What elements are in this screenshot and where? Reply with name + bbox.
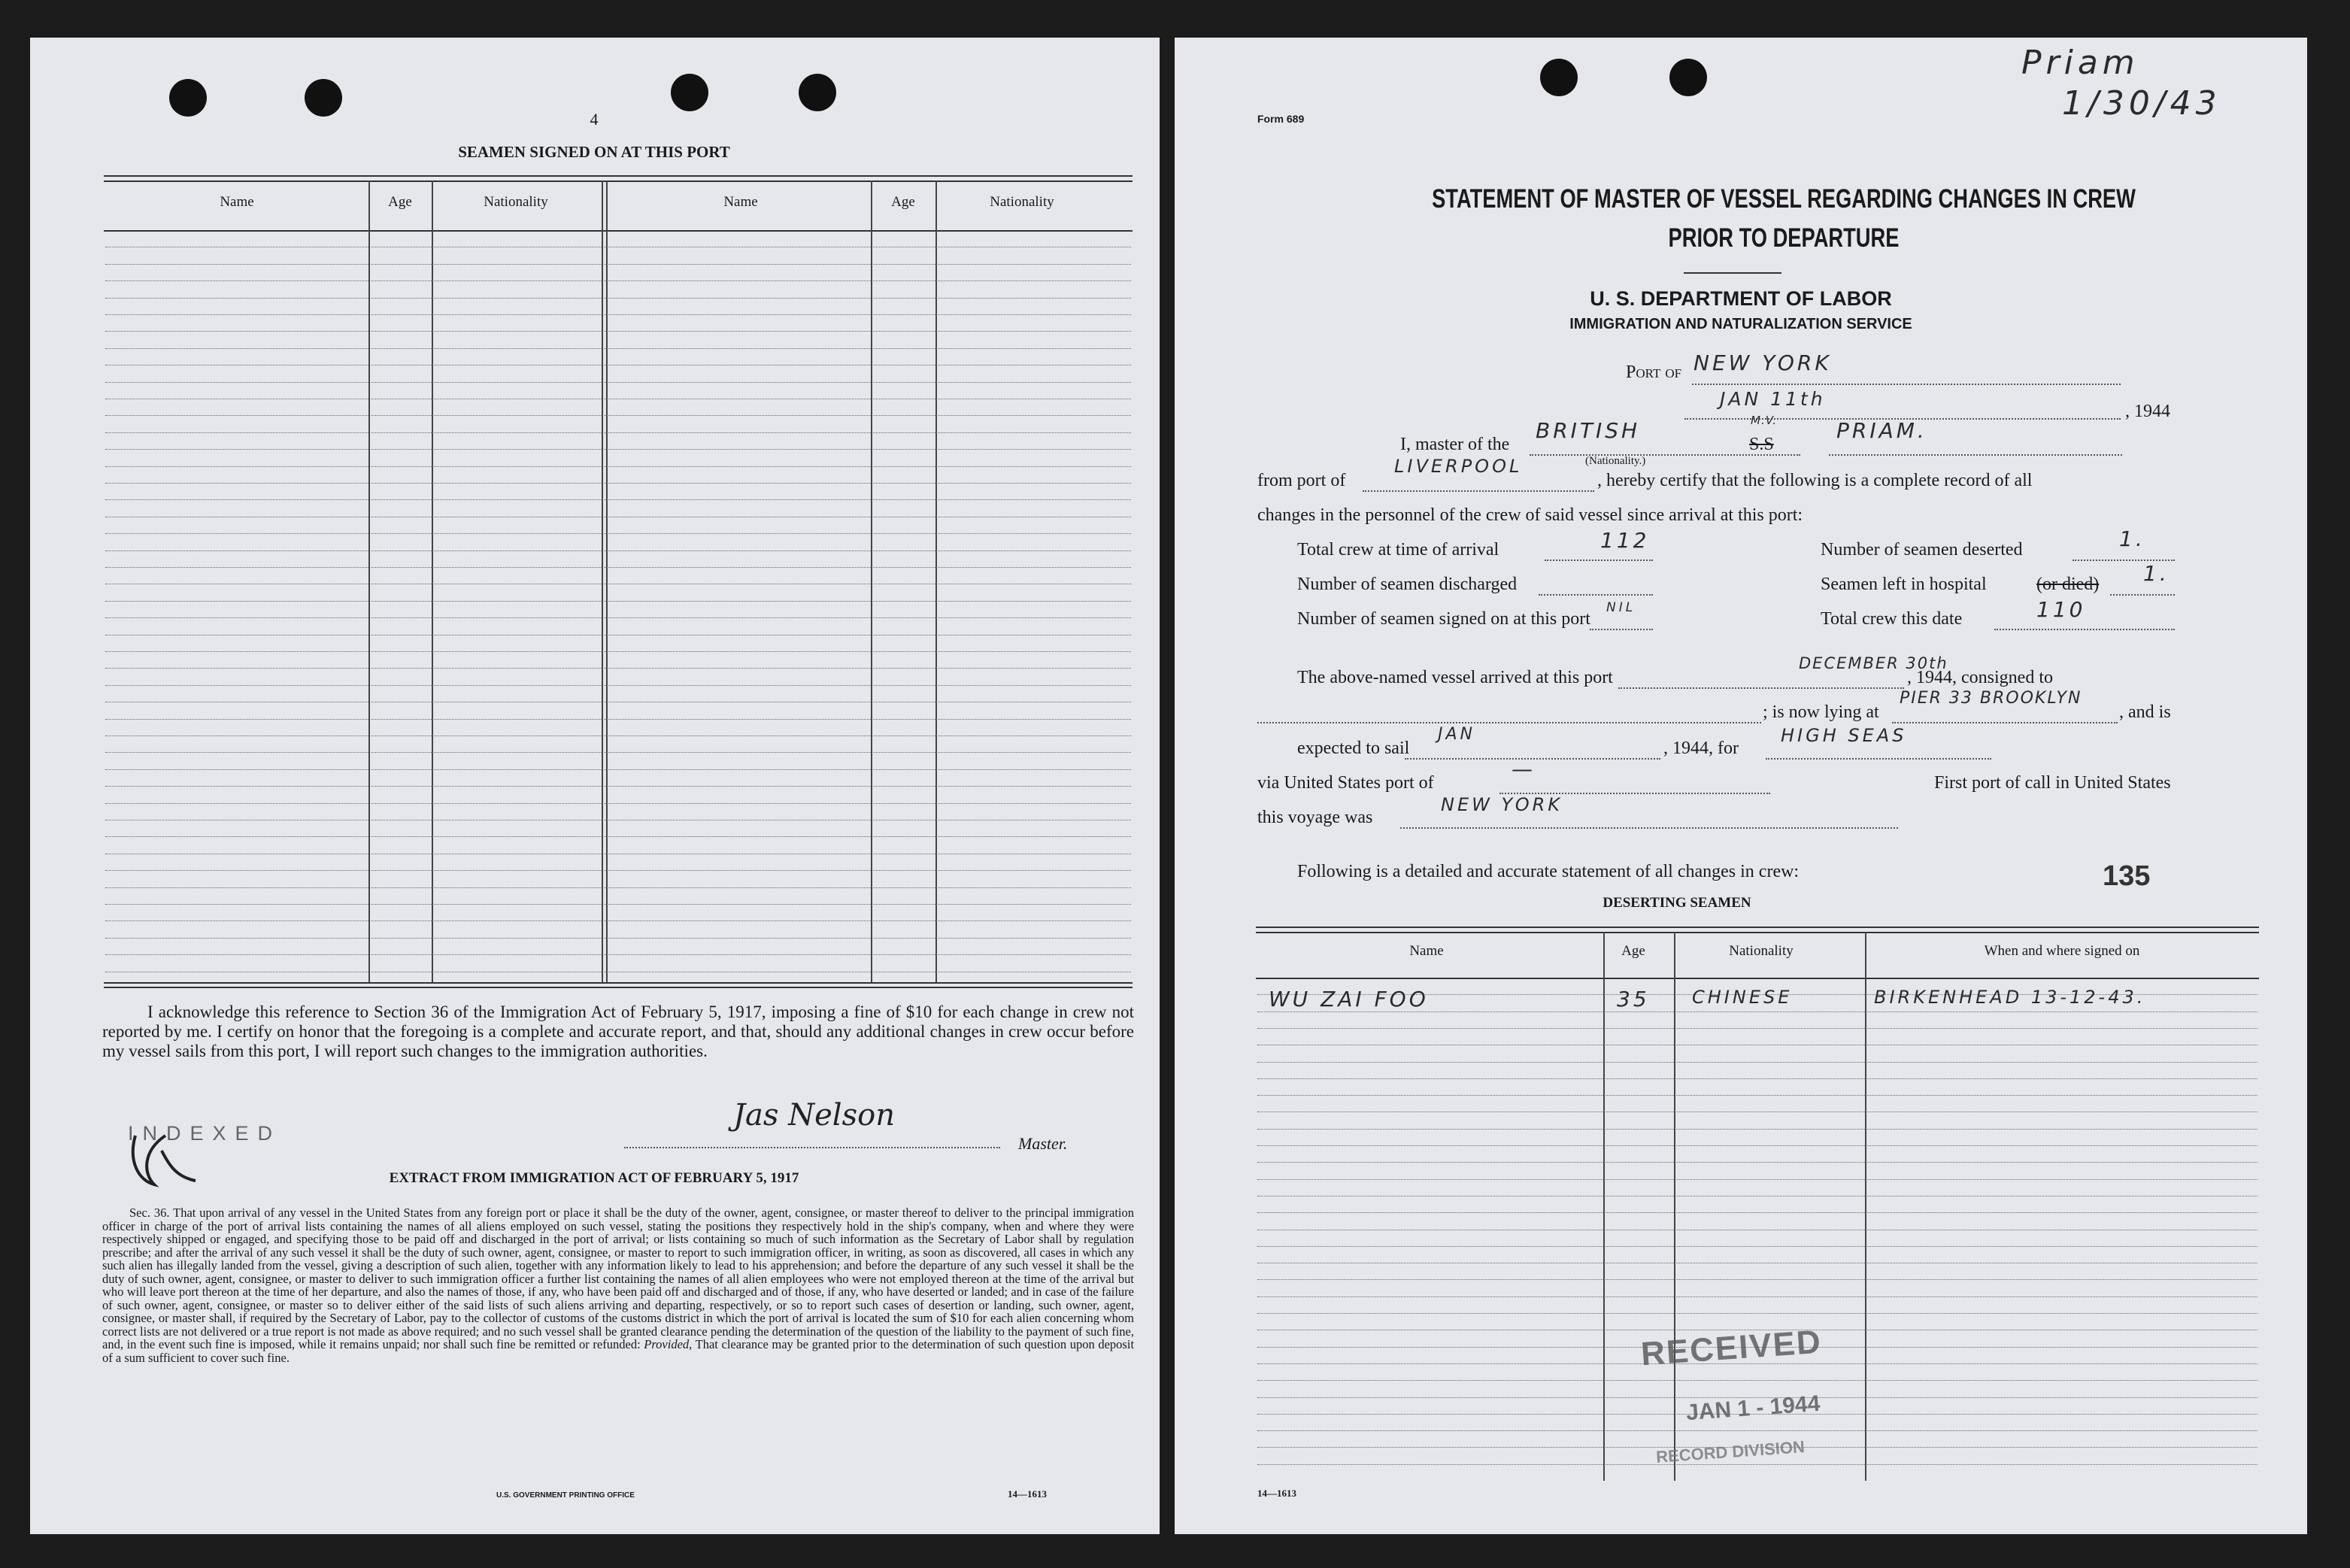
corner-note: Priam	[2021, 44, 2139, 82]
table-row-rule	[1257, 1028, 2258, 1029]
for-value: HIGH SEAS	[1781, 725, 1907, 746]
column-divider	[871, 180, 872, 982]
expected-label: expected to sail	[1297, 739, 1410, 758]
hospital-value: 1.	[2143, 561, 2170, 586]
arrived-line	[1618, 687, 1904, 689]
col-header-name: Name	[220, 194, 254, 210]
discharged-line	[1539, 594, 1653, 596]
table-row-rule	[105, 550, 1131, 551]
extract-title: EXTRACT FROM IMMIGRATION ACT OF FEBRUARY 5, 1917	[389, 1170, 799, 1186]
table-row-rule	[105, 601, 1131, 602]
table-top-rule	[104, 175, 1133, 177]
column-divider	[1603, 932, 1605, 1481]
table-row-rule	[105, 415, 1131, 416]
total-crew-arrival-value: 112	[1600, 528, 1650, 553]
col-header-name: Name	[1409, 943, 1444, 959]
expected-value: JAN	[1438, 725, 1475, 744]
table-top-rule	[104, 180, 1133, 182]
punch-hole	[799, 74, 836, 111]
total-crew-arrival-line	[1545, 560, 1653, 561]
received-date: JAN 1 - 1944	[1685, 1391, 1821, 1426]
left-page	[30, 38, 1160, 1534]
table-row-rule	[1257, 1145, 2258, 1146]
lying-value: PIER 33 BROOKLYN	[1900, 689, 2082, 708]
table-row-rule	[105, 870, 1131, 871]
arrived-label: The above-named vessel arrived at this port	[1297, 668, 1613, 687]
table-bottom-rule	[104, 982, 1133, 984]
punch-hole	[671, 74, 708, 111]
col-header-nationality: Nationality	[1729, 943, 1794, 959]
printer-imprint: U.S. GOVERNMENT PRINTING OFFICE	[496, 1491, 635, 1500]
port-value: NEW YORK	[1694, 350, 1832, 375]
deserter-name: WU ZAI FOO	[1269, 987, 1429, 1011]
table-row-rule	[105, 920, 1131, 921]
total-crew-date-line	[1994, 629, 2175, 630]
hospital-line	[2110, 594, 2175, 596]
form-title: STATEMENT OF MASTER OF VESSEL REGARDING CHANGES IN CREW	[1432, 184, 2136, 214]
column-divider	[432, 180, 433, 982]
table-row-rule	[105, 938, 1131, 939]
hospital-label: Seamen left in hospital	[1821, 575, 1987, 594]
signature-line	[624, 1147, 1000, 1148]
table-row-rule	[105, 904, 1131, 905]
page-stamp-number: 135	[2103, 860, 2151, 892]
vessel-name-line	[1829, 454, 2122, 456]
signed-on-label: Number of seamen signed on at this port	[1297, 609, 1590, 629]
table-row-rule	[105, 836, 1131, 837]
col-header-nationality: Nationality	[990, 194, 1054, 210]
nationality-caption: (Nationality.)	[1585, 455, 1646, 467]
col-header-age: Age	[1621, 943, 1645, 959]
table-row-rule	[1257, 1464, 2258, 1465]
voyage-value: NEW YORK	[1441, 794, 1563, 815]
date-value: JAN 11th	[1720, 388, 1826, 410]
table-row-rule	[105, 786, 1131, 787]
received-division: RECORD DIVISION	[1655, 1437, 1806, 1466]
signed-on-line	[1590, 629, 1653, 630]
deserter-signed-on: BIRKENHEAD 13-12-43.	[1874, 987, 2146, 1008]
table-row-rule	[105, 887, 1131, 888]
table-row-rule	[105, 719, 1131, 720]
right-page	[1175, 38, 2307, 1534]
deserting-title: DESERTING SEAMEN	[1603, 895, 1751, 911]
table-row-rule	[1257, 1179, 2258, 1180]
total-crew-date-label: Total crew this date	[1821, 609, 1963, 629]
changes-text: changes in the personnel of the crew of said vessel since arrival at this port:	[1257, 505, 1803, 525]
header-rule	[104, 230, 1133, 232]
table-top-rule	[1256, 932, 2259, 933]
table-row-rule	[1257, 1162, 2258, 1163]
via-value: —	[1512, 757, 1536, 781]
master-of-the-label: I, master of the	[1400, 435, 1510, 454]
vessel-name: PRIAM.	[1836, 418, 1927, 443]
certify-text: , hereby certify that the following is a complete record of all	[1597, 471, 2033, 490]
column-divider	[602, 180, 603, 982]
department: U. S. DEPARTMENT OF LABOR	[1590, 287, 1892, 310]
table-row-rule	[105, 298, 1131, 299]
section-title: SEAMEN SIGNED ON AT THIS PORT	[458, 143, 730, 161]
column-divider	[1674, 932, 1675, 1481]
header-rule	[1256, 978, 2259, 979]
deserter-nationality: CHINESE	[1692, 987, 1793, 1008]
following-text: Following is a detailed and accurate statement of all changes in crew:	[1297, 862, 1800, 881]
table-row-rule	[105, 769, 1131, 770]
column-divider	[606, 180, 608, 982]
vessel-type-handwritten: M.V.	[1751, 414, 1778, 427]
table-row-rule	[105, 685, 1131, 686]
table-row-rule	[105, 617, 1131, 618]
for-label: , 1944, for	[1663, 739, 1739, 758]
received-stamp: RECEIVED	[1639, 1323, 1824, 1373]
port-line	[1692, 384, 2121, 385]
table-row-rule	[105, 348, 1131, 349]
table-row-rule	[105, 483, 1131, 484]
table-row-rule	[1257, 1212, 2258, 1213]
total-crew-arrival-label: Total crew at time of arrival	[1297, 540, 1499, 560]
hospital-struck: (or died)	[2036, 575, 2100, 594]
table-row-rule	[105, 954, 1131, 955]
deserted-value: 1.	[2119, 526, 2145, 551]
first-port-label: First port of call in United States	[1934, 773, 2171, 793]
master-label: Master.	[1018, 1134, 1068, 1153]
master-signature: Jas Nelson	[733, 1098, 895, 1133]
voyage-line	[1400, 827, 1898, 829]
table-row-rule	[1257, 1095, 2258, 1096]
table-row-rule	[1257, 1380, 2258, 1381]
consigned-label: , 1944, consigned to	[1907, 668, 2053, 687]
table-row-rule	[105, 803, 1131, 804]
via-label: via United States port of	[1257, 773, 1434, 793]
form-code: 14—1613	[1257, 1488, 1296, 1499]
form-label: Form 689	[1257, 113, 1305, 125]
acknowledgment-text: I acknowledge this reference to Section 36 of the Immigration Act of February 5, 1917, imposing a fine of $10 for each change in crew not reported by me. I certify on honor that the foregoing is a complete and accurate report, and that, should any additional changes in crew occur before my vessel sails from this port, I will report such changes to the immigration authorities.	[102, 1002, 1134, 1060]
proviso-body: That clearance may be granted prior to the determination of such question upon deposit of a sum sufficient to cover such fine.	[102, 1337, 1135, 1365]
col-header-age: Age	[891, 194, 915, 210]
column-divider	[935, 180, 937, 982]
col-header-signed-on: When and where signed on	[1984, 943, 2140, 959]
table-row-rule	[1257, 1129, 2258, 1130]
page-number: 4	[590, 110, 599, 129]
section-label: Sec. 36.	[129, 1206, 170, 1220]
vessel-type-printed: S.S	[1749, 435, 1774, 454]
deserter-age: 35	[1617, 987, 1650, 1011]
voyage-label: this voyage was	[1257, 808, 1373, 827]
service: IMMIGRATION AND NATURALIZATION SERVICE	[1569, 316, 1912, 332]
table-bottom-rule	[104, 987, 1133, 988]
table-row-rule	[105, 264, 1131, 265]
total-crew-date-value: 110	[2036, 597, 2086, 622]
arrived-value: DECEMBER 30th	[1799, 654, 1948, 672]
table-row-rule	[1257, 1062, 2258, 1063]
table-row-rule	[105, 432, 1131, 433]
table-row-rule	[105, 735, 1131, 736]
table-row-rule	[1257, 1430, 2258, 1431]
table-row-rule	[1257, 1246, 2258, 1247]
table-row-rule	[105, 331, 1131, 332]
table-row-rule	[105, 567, 1131, 568]
section-body: That upon arrival of any vessel in the United States from any foreign port or place it shall be the duty of the owner, agent, consignee, or master thereof to deliver to the principal immigration officer in charge of the port of arrival lists containing the names of all aliens employed on such vessel, stating the positions they respectively hold in the ship's company, when and where they were respectively shipped or engaged, and specifying those to be paid off and discharged in the port of arrival; or lists containing so much of such information as the Secretary of Labor shall by regulation prescribe; and after the arrival of any such vessel it shall be the duty of such owner, agent, consignee, or master to report to such immigration officer, in writing, as soon as discovered, all cases in which any such alien has illegally landed from the vessel, giving a description of such alien, together with any information likely to lead to his apprehension; and before the departure of any such vessel it shall be the duty of such owner, agent, consignee, or master to deliver to such immigration officer a further list containing the names of all alien employees who were not employed thereon at the time of the arrival but who will leave port thereon at the time of her departure, and also the names of those, if any, who have been paid off and discharged and of those, if any, who have deserted or landed; and in case of the failure of such owner, agent, consignee, or master so to deliver either of the said lists of such aliens arriving and departing, respectively, or so to report such cases of desertion or landing, such owner, agent, consignee, or master shall, if required by the Secretary of Labor, pay to the collector of customs of the customs district in which the port of arrival is located the sum of $10 for each alien concerning whom correct lists are not delivered or a true report is not made as above required; and no such vessel shall be granted clearance pending the determination of the question of the liability to the payment of such fine, and, in the event such fine is imposed, while it remains unpaid; nor shall such fine be remitted or refunded:	[102, 1206, 1134, 1351]
deserted-label: Number of seamen deserted	[1821, 540, 2023, 560]
form-code: 14—1613	[1008, 1488, 1047, 1500]
nationality-value: BRITISH	[1536, 418, 1641, 443]
for-line	[1766, 758, 1991, 760]
table-row-rule	[1257, 1313, 2258, 1314]
form-title-2: PRIOR TO DEPARTURE	[1668, 223, 1900, 253]
table-row-rule	[1257, 1279, 2258, 1280]
col-header-name: Name	[723, 194, 758, 210]
punch-hole	[1540, 59, 1578, 96]
table-row-rule	[105, 449, 1131, 450]
signed-on-value: NIL	[1606, 600, 1636, 615]
lying-line	[1892, 722, 2118, 723]
lying-label: ; is now lying at	[1763, 702, 1879, 722]
indexed-stamp: INDEXED	[128, 1122, 282, 1145]
col-header-nationality: Nationality	[484, 194, 548, 210]
discharged-label: Number of seamen discharged	[1297, 575, 1518, 594]
year: , 1944	[2125, 402, 2170, 421]
proviso-label: Provided,	[644, 1337, 693, 1351]
title-rule	[1684, 272, 1781, 274]
table-row-rule	[105, 499, 1131, 500]
table-row-rule	[105, 314, 1131, 315]
from-port-line	[1363, 490, 1594, 492]
table-row-rule	[105, 533, 1131, 534]
col-header-age: Age	[388, 194, 412, 210]
column-divider	[1865, 932, 1866, 1481]
and-is: , and is	[2119, 702, 2171, 722]
column-divider	[368, 180, 370, 982]
from-port-label: from port of	[1257, 471, 1346, 490]
port-label: Port of	[1626, 362, 1682, 382]
corner-date: 1/30/43	[2062, 84, 2221, 123]
table-row-rule	[1257, 1078, 2258, 1079]
table-row-rule	[105, 466, 1131, 467]
punch-hole	[1669, 59, 1707, 96]
consignee-line	[1257, 722, 1761, 723]
table-row-rule	[105, 382, 1131, 383]
table-row-rule	[105, 752, 1131, 753]
table-top-rule	[1256, 927, 2259, 928]
table-row-rule	[105, 651, 1131, 652]
table-row-rule	[105, 668, 1131, 669]
from-port-value: LIVERPOOL	[1394, 456, 1523, 477]
section-36-text	[102, 1206, 1134, 1364]
